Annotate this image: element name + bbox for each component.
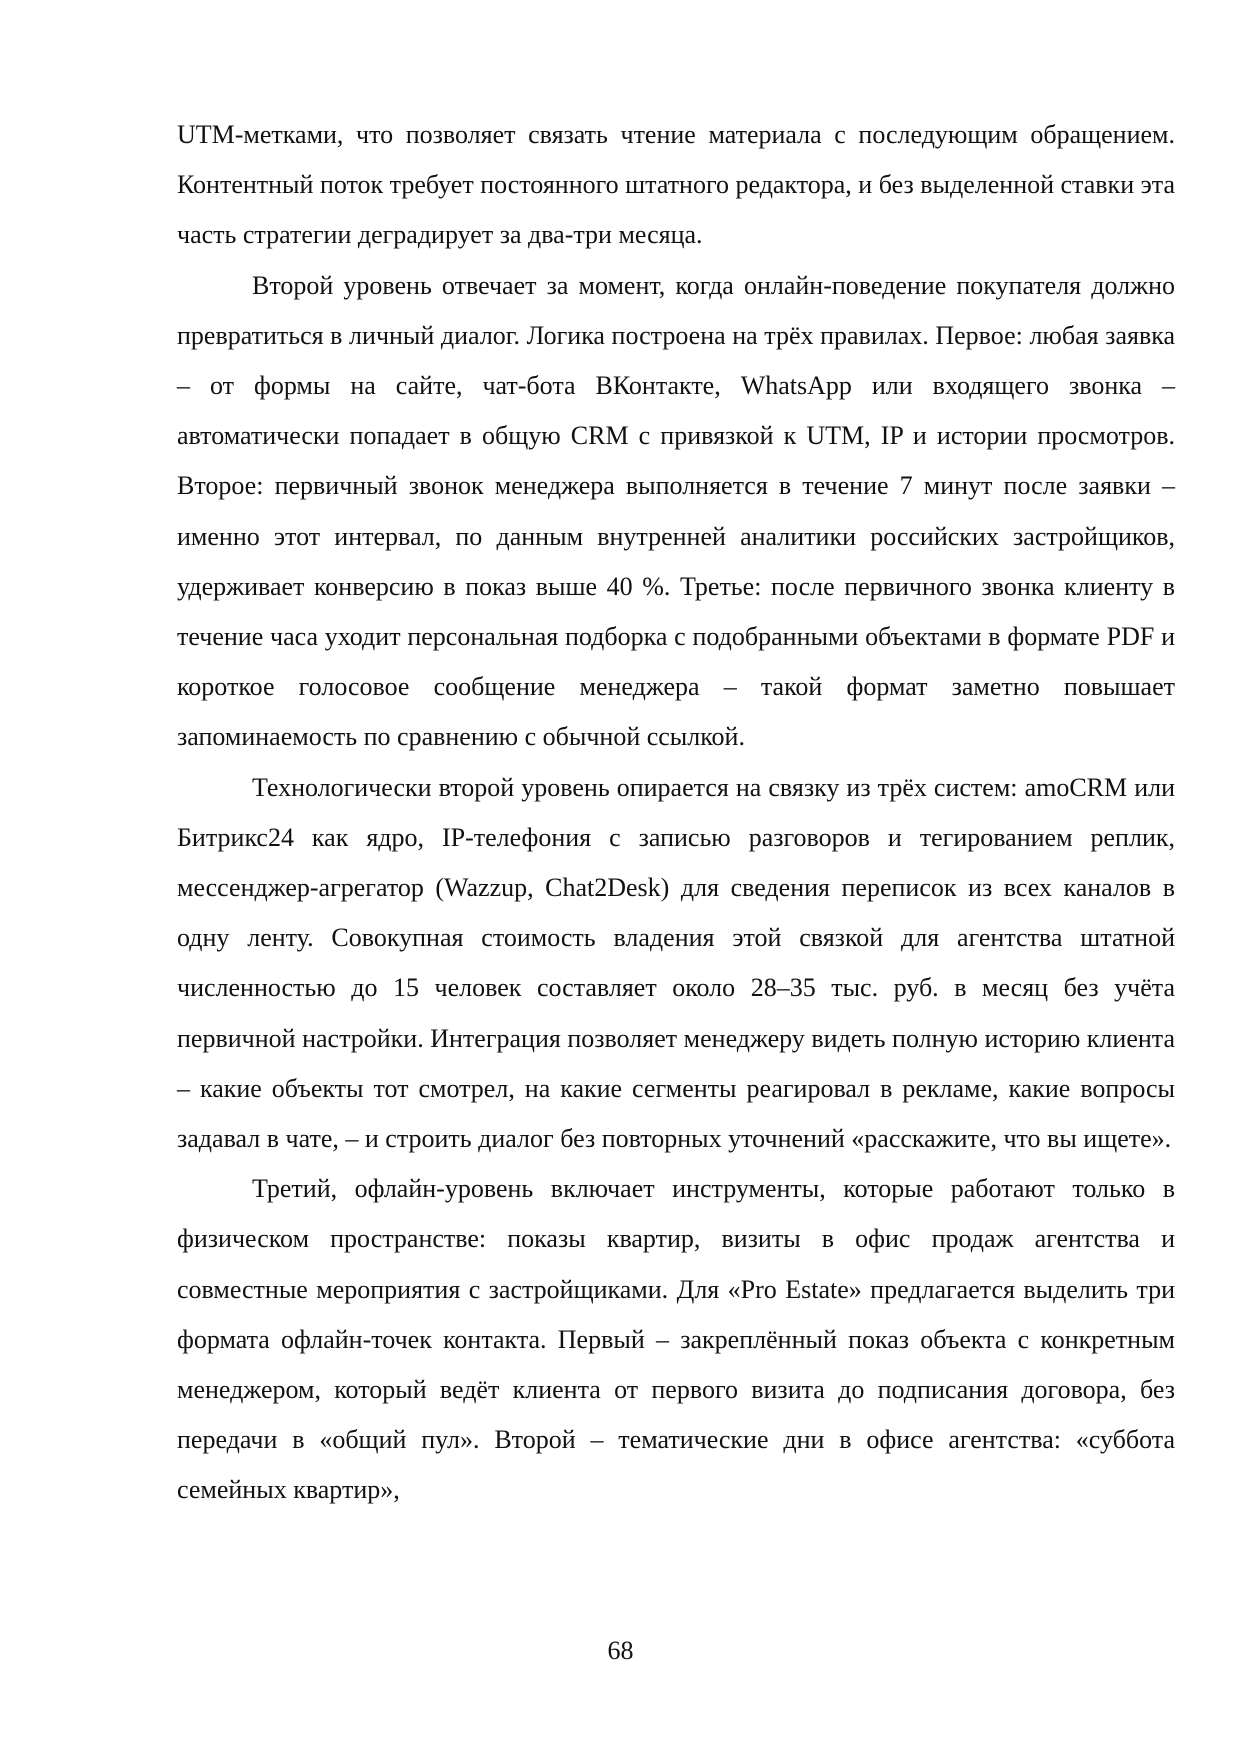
paragraph: Третий, офлайн-уровень включает инструменты, которые работают только в физическом пространстве: показы квартир, визиты в офис продаж агентства и совместные мероприятия с застройщиками. Для «Pro Estate» предлагается выделить три формата офлайн-точек контакта. Первый – закреплённый показ объекта с конкретным менеджером, который ведёт клиента от первого визита до подписания договора, без передачи в «общий пул». Второй – тематические дни в офисе агентства: «суббота семейных квартир»,: [177, 1174, 1175, 1505]
paragraph: UTM-метками, что позволяет связать чтение материала с последующим обращением. Контентный поток требует постоянного штатного редактора, и без выделенной ставки эта часть стратегии деградирует за два-три месяца.: [177, 120, 1175, 250]
paragraph: Технологически второй уровень опирается на связку из трёх систем: amoCRM или Битрикс24 как ядро, IP-телефония с записью разговоров и тегированием реплик, мессенджер-агрегатор (Wazzup, Chat2Desk) для сведения переписок из всех каналов в одну ленту. Совокупная стоимость владения этой связкой для агентства штатной численностью до 15 человек составляет около 28–35 тыс. руб. в месяц без учёта первичной настройки. Интеграция позволяет менеджеру видеть полную историю клиента – какие объекты тот смотрел, на какие сегменты реагировал в рекламе, какие вопросы задавал в чате, – и строить диалог без повторных уточнений «расскажите, что вы ищете».: [177, 772, 1175, 1154]
body-text: [177, 110, 1175, 1516]
page-number: 68: [607, 1636, 634, 1665]
paragraph: Второй уровень отвечает за момент, когда онлайн-поведение покупателя должно превратиться в личный диалог. Логика построена на трёх правилах. Первое: любая заявка – от формы на сайте, чат-бота ВКонтакте, WhatsApp или входящего звонка – автоматически попадает в общую CRM с привязкой к UTM, IP и истории просмотров. Второе: первичный звонок менеджера выполняется в течение 7 минут после заявки – именно этот интервал, по данным внутренней аналитики российских застройщиков, удерживает конверсию в показ выше 40 %. Третье: после первичного звонка клиенту в течение часа уходит персональная подборка с подобранными объектами в формате PDF и короткое голосовое сообщение менеджера – такой формат заметно повышает запоминаемость по сравнению с обычной ссылкой.: [177, 270, 1175, 752]
